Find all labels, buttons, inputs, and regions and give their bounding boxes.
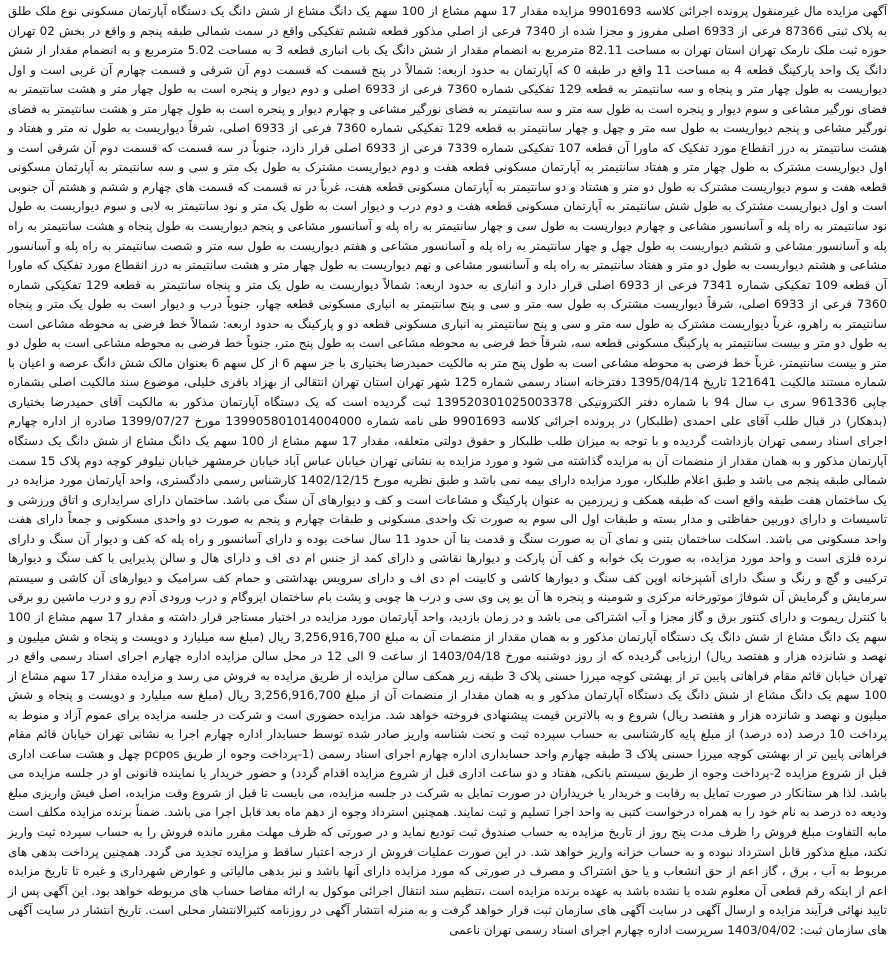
auction-notice-body: آگهی مزایده مال غیرمنقول پرونده اجرائی کلاسه 9901693 مزایده مقدار 17 سهم مشاع از 100 سهم یک دانگ مشاع از شش دانگ یک دستگاه آپارتمان مسکونی نوع ملک طلق به پلاک ثبتی 87366 فرعی از 6933 اصلی مفروز و مجزا شده از 7340 فرعی از اصلی مذکور قطعه ششم تفکیکی واقع در سمت شمالی طبقه پنجم و واقع در بخش 02 تهران حوزه ثبت ملک نارمک تهران استان تهران به مساحت 82.11 مترمربع به انضمام مقدار از شش دانگ یک باب انباری قطعه 3 به مساحت 5.02 مترمربع و به انضمام مقدار از شش دانگ یک واحد پارکینگ قطعه 4 به مساحت 11 واقع در طبقه 0 که آپارتمان به حدود اربعه: شمالاً در پنج قسمت که قسمت دوم آن شرقی و قسمت چهارم آن غربی است و اول دیواریست به طول چهار متر و پنجاه و سه سانتیمتر به قطعه 129 تفکیکی شماره 7360 فرعی از 6933 اصلی و دوم دیوار و پنجره است به طول چهار متر و هشت سانتیمتر به فضای نورگیر مشاعی و سوم دیوار و پنجره است به طول سه متر و سه سانتیمتر به فضای نورگیر مشاعی و چهارم دیوار و پنجره است به طول چهار متر و هشت سانتیمتر به فضای نورگیر مشاعی و پنجم دیواریست به طول سه متر و چهل و چهار سانتیمتر به قطعه 129 تفکیکی شماره 7360 فرعی از 6933 اصلی، شرقاً دیواریست به طول نه متر و هفتاد و هشت سانتیمتر به درز انقطاع مورد تفکیک که ماورا آن قطعه 107 تفکیکی شماره 7339 فرعی از 6933 اصلی قرار دارد، جنوباً در سه قسمت که قسمت دوم آن شرقی است و اول دیواریست مشترک به طول چهار متر و هفتاد سانتیمتر به آپارتمان مسکونی قطعه هفت و دوم دیواریست مشترک به طول یک متر و سی و سه سانتیمتر به آپارتمان مسکونی قطعه هفت و سوم دیواریست مشترک به طول دو متر و هشتاد و دو سانتیمتر به آپارتمان مسکونی قطعه هفت، غرباً در نه قسمت که قسمت های چهارم و ششم و هشتم آن جنوبی است و اول دیواریست مشترک به طول شش سانتیمتر به آپارتمان مسکونی قطعه هفت و دوم درب و دیوار است به طول یک متر و نود سانتیمتر به لابی و سوم دیواریست به طول نود سانتیمتر به راه پله و آسانسور مشاعی و چهارم دیواریست به طول سی و چهار سانتیمتر به راه پله و آسانسور مشاعی و پنجم دیواریست به طول پنجاه و هشت سانتیمتر به راه پله و آسانسور مشاعی و ششم دیواریست به طول چهل و چهار سانتیمتر به راه پله و آسانسور مشاعی و هفتم دیواریست به طول سه متر و شصت سانتیمتر به راه پله و آسانسور مشاعی و هشتم دیواریست به طول دو متر و هفتاد سانتیمتر به راه پله و آسانسور مشاعی و نهم دیواریست به طول چهار متر و هشت سانتیمتر به درز انقطاع مورد تفکیک که ماورا آن قطعه 109 تفکیکی شماره 7341 فرعی از 6933 اصلی قرار دارد و انباری به حدود اربعه: شمالاً دیواریست به طول یک متر و پنجاه سانتیمتر به قطعه 129 تفکیکی شماره 7360 فرعی از 6933 اصلی، شرقاً دیواریست مشترک به طول سه متر و سی و پنج سانتیمتر به انباری مسکونی قطعه چهار، جنوباً درب و دیوار است به طول یک متر و پنجاه سانتیمتر به راهرو، غرباً دیواریست مشترک به طول سه متر و سی و پنج سانتیمتر به انباری مسکونی قطعه دو و پارکینگ به حدود اربعه: شمالاً خط فرضی به محوطه مشاعی است به طول دو متر و بیست سانتیمتر به پارکینگ مسکونی قطعه سه، شرقاً خط فرضی به محوطه مشاعی است به طول پنج متر، جنوباً خط فرضی به محوطه مشاعی است به طول دو متر و بیست سانتیمتر، غرباً خط فرضی به محوطه مشاعی است به طول پنج متر به مالکیت حمیدرضا بختیاری با جز سهم 6 از کل سهم 6 بعنوان مالک شش دانگ عرصه و اعیان با شماره مستند مالکیت 121641 تاریخ 1395/04/14 دفترخانه اسناد رسمی شماره 125 شهر تهران استان تهران انتقالی از بهزاد باقری خلیلی، موضوع سند مالکیت اصلی بشماره چاپی 961336 سری ب سال 94 با شماره دفتر الکترونیکی 139520301025003378 ثبت گردیده است که یک دستگاه آپارتمان مذکور به مالکیت آقای حمیدرضا بختیاری (بدهکار) در قبال طلب آقای علی احمدی (طلبکار) در پرونده اجرائی کلاسه 9901693 طی نامه شماره 139905801014004000 مورخ 1399/07/27 صادره از اداره چهارم اجرای اسناد رسمی تهران بازداشت گردیده و با توجه به میزان طلب طلبکار و حقوق دولتی متعلقه، مقدار 17 سهم مشاع از 100 سهم یک دانگ مشاع از شش دانگ یک دستگاه آپارتمان مذکور و به همان مقدار از منضمات آن به مزایده گذاشته می شود و مورد مزایده به نشانی تهران خیابان عباس آباد خیابان خرمشهر خیابان نیلوفر کوچه دوم پلاک 15 سمت شمالی طبقه پنجم می باشد و طبق اعلام طلبکار، مورد مزایده دارای بیمه نمی باشد و طبق نظریه مورخ 1402/12/15 کارشناس رسمی دادگستری، واحد آپارتمان مورد مزایده در یک ساختمان هفت طبقه واقع است که طبقه همکف و زیرزمین به عنوان پارکینگ و مشاعات است و کف و دیوارهای آن سنگ می باشد. ساختمان دارای سرایداری و اتاق ورزشی و تاسیسات و دارای دوربین حفاظتی و مدار بسته و طبقات اول الی سوم به صورت تک واحدی مسکونی و طبقات چهارم و پنجم به صورت دو واحدی مسکونی و جمعاً دارای هفت واحد مسکونی می باشد. اسکلت ساختمان بتنی و نمای آن به صورت سنگ و قدمت بنا آن حدود 11 سال ساخت بوده و دارای آسانسور و راه پله که کف و دیوار آن سنگ و دارای نرده فلزی است و واحد مورد مزایده، به صورت یک خوابه و کف آن پارکت و دیوارها نقاشی و دارای کمد از جنس ام دی اف و دارای هال و سالن پذیرایی با کف سنگ و دیوارها ترکیبی و گچ و رنگ و سنگ دارای آشپزخانه اوپن کف سنگ و دیوارها کاشی و کابینت ام دی اف و دارای سرویس بهداشتی و حمام کف سرامیک و دیوارهای آن کاشی و سیستم سرمایش و گرمایش آن شوفاژ موتورخانه مرکزی و شومینه و پنجره ها آن یو پی وی سی و درب ها چوبی و پشت بام ساختمان ایزوگام و درب ورودی آدم رو و درب ماشین رو برقی با کنترل ریموت و دارای کنتور برق و گاز مجزا و آب اشتراکی می باشد و در زمان بازدید، واحد آپارتمان مورد مزایده در اختیار مستاجر قرار داشته و مقدار 17 سهم مشاع از 100 سهم یک دانگ مشاع از شش دانگ یک دستگاه آپارتمان مذکور و به همان مقدار از منضمات آن به مبلغ 3,256,916,700 ریال (مبلغ سه میلیارد و دویست و پنجاه و شش میلیون و نهصد و شانزده هزار و هفتصد ریال) ارزیابی گردیده که از روز دوشنبه مورخ 1403/04/18 از ساعت 9 الی 12 در محل سالن مزایده اداره چهارم اجرای اسناد رسمی واقع در تهران خیابان قائم مقام فراهانی پایین تر از بهشتی کوچه میرزا حسنی پلاک 3 طبقه زیر همکف سالن مزایده از طریق مزایده به فروش می رسد و مزایده مقدار 17 سهم مشاع از 100 سهم یک دانگ مشاع از شش دانگ یک دستگاه آپارتمان مذکور و به همان مقدار از منضمات آن از مبلغ 3,256,916,700 ریال (مبلغ سه میلیارد و دویست و پنجاه و شش میلیون و نهصد و شانزده هزار و هفتصد ریال) شروع و به بالاترین قیمت پیشنهادی فروخته خواهد شد. مزایده حضوری است و شرکت در جلسه مزایده برای عموم آزاد و منوط به پرداخت 10 درصد (ده درصد) از مبلغ پایه کارشناسی به حساب سپرده ثبت و تحت شناسه واریز صادر شده توسط حسابدار اداره چهارم اجرا به نشانی تهران خیابان قائم مقام فراهانی پایین تر از بهشتی کوچه میرزا حسنی پلاک 3 طبقه چهارم واحد حسابداری اداره چهارم اجرای اسناد رسمی (1-پرداخت وجوه از طریق pcpos چهل و هشت ساعت اداری قبل از شروع مزایده 2-پرداخت وجوه از طریق سیستم بانکی، هفتاد و دو ساعت اداری قبل از شروع مزایده اقدام گردد) و حضور خریدار یا نماینده قانونی او در جلسه مزایده می باشد. لذا هر ستانکار در صورت تمایل به رقابت و خریدار یا خریداران در صورت تمایل به شرکت در جلسه مزایده، می بایست تا قبل از شروع وقت مزایده، اصل فیش واریزی مبلغ ودیعه ده درصد به نام خود را به همراه درخواست کتبی به واحد اجرا تسلیم و ثبت نمایند. همچنین استرداد وجوه از دهم ماه بعد قابل اجرا می باشد. ضمناً برنده مزایده مکلف است مابه التفاوت مبلغ فروش را ظرف مدت پنج روز از تاریخ مزایده به حساب صندوق ثبت تودیع نماید و در صورتی که ظرف مهلت مقرر مانده فروش را به حساب سپرده ثبت واریز نکند، مبلغ مذکور قابل استرداد نبوده و به حساب خزانه واریز خواهد شد. در این صورت عملیات فروش از درجه اعتبار ساقط و مزایده تجدید می گردد. همچنین پرداخت بدهی های مربوط به آب ، برق ، گاز اعم از حق انشعاب و یا حق اشتراک و مصرف در صورتی که مورد مزایده دارای آنها باشد و نیز بدهی مالیاتی و عوارض شهرداری و غیره تا تاریخ مزایده اعم از اینکه رقم قطعی آن معلوم شده یا نشده باشد به عهده برنده مزایده است ،تنظیم سند انتقال اجرائی موکول به ارائه مفاصا حساب های مربوطه خواهد بود. این آگهی پس از تایید نهائی فرآیند مزایده و ارسال آگهی در سایت آگهی های سازمان ثبت قرار خواهد گرفت و به منزله انتشار آگهی در روزنامه کثیرالانتشار محلی است. تاریخ انتشار در سایت آگهی های سازمان ثبت: 1403/04/02 سرپرست اداره چهارم اجرای اسناد رسمی تهران ناعمی [8, 4, 888, 937]
